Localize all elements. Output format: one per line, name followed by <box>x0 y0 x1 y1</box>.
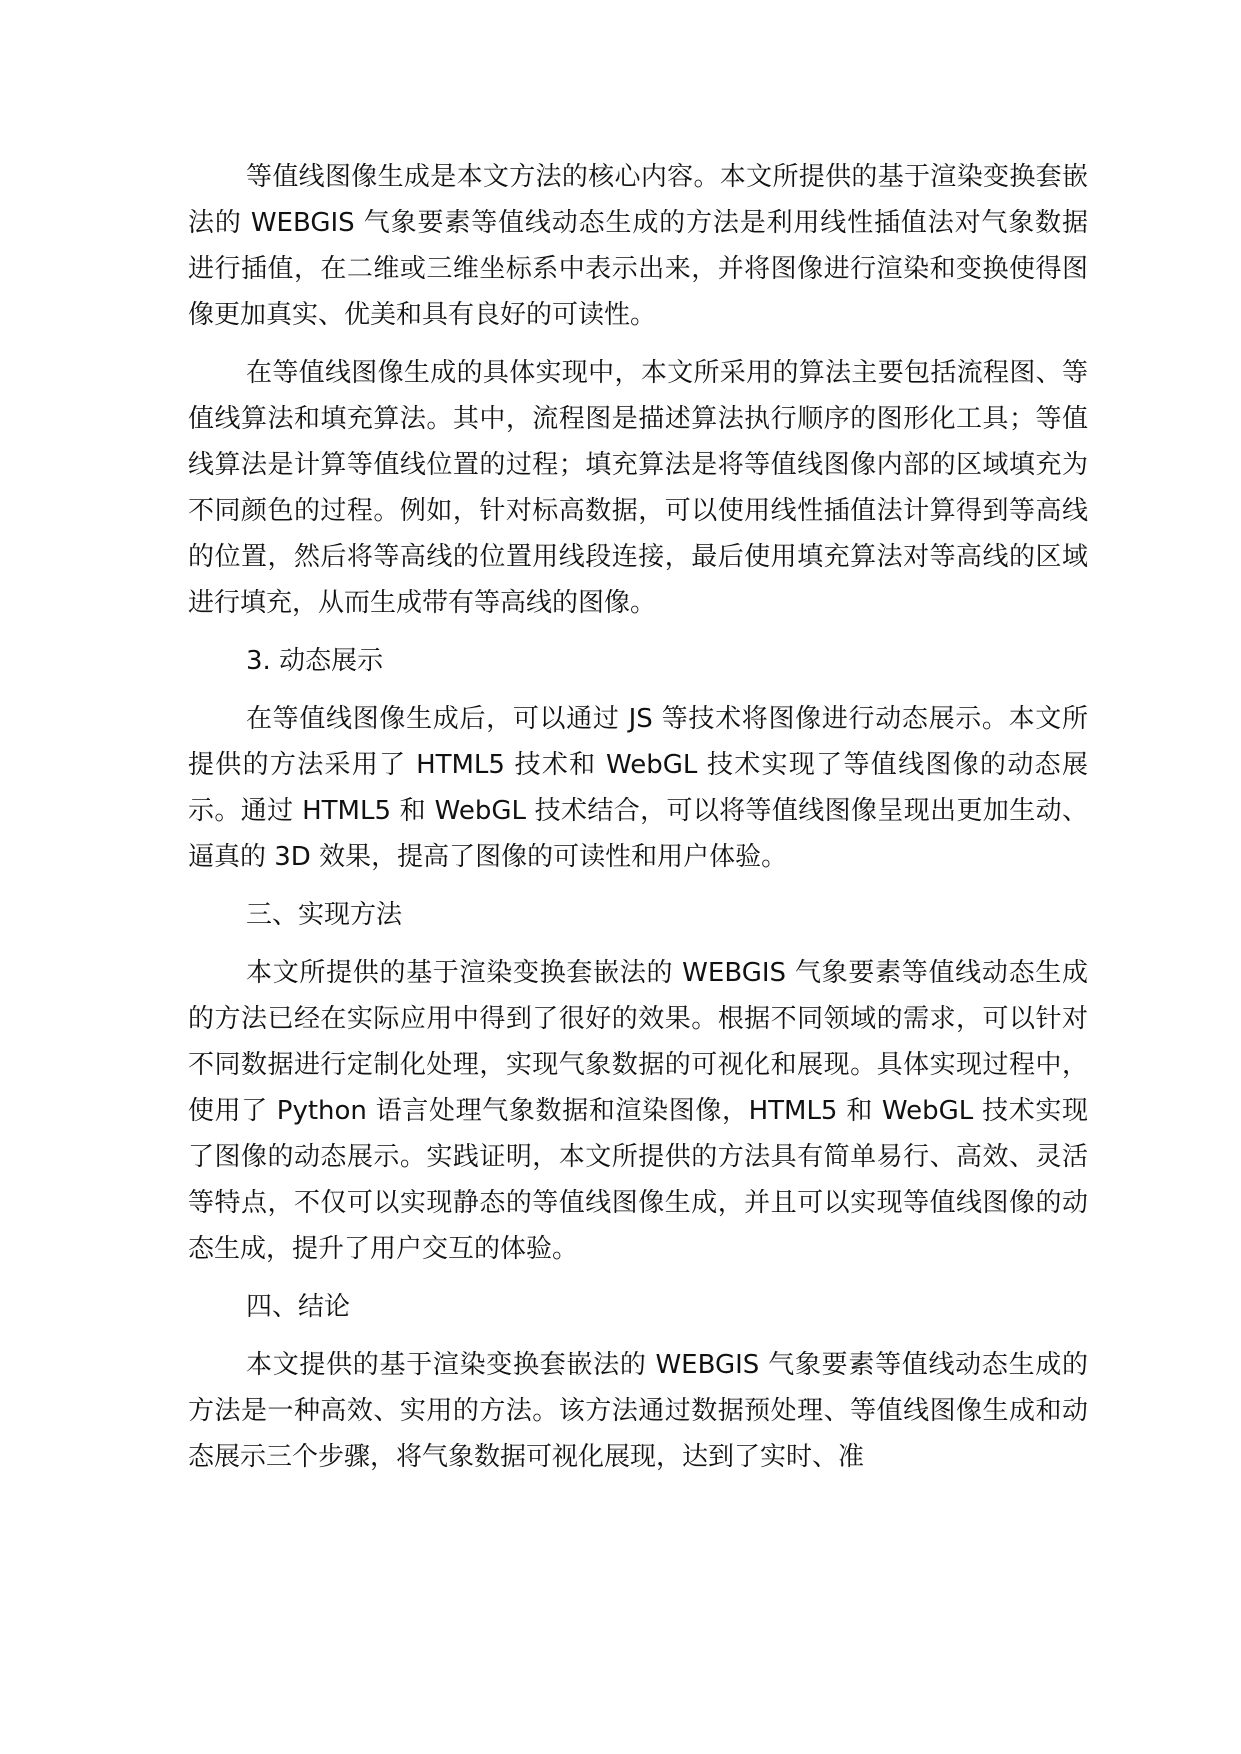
paragraph-implementation-method: 本文所提供的基于渲染变换套嵌法的 WEBGIS 气象要素等值线动态生成的方法已经在实际应用中得到了很好的效果。根据不同领域的需求，可以针对不同数据进行定制化处理，实现气象数据的可视化和展现。具体实现过程中，使用了 Python 语言处理气象数据和渲染图像，HTML5 和 WebGL 技术实现了图像的动态展示。实践证明，本文所提供的方法具有简单易行、高效、灵活等特点，不仅可以实现静态的等值线图像生成，并且可以实现等值线图像的动态生成，提升了用户交互的体验。 <box>188 958 1088 1264</box>
paragraph-conclusion: 本文提供的基于渲染变换套嵌法的 WEBGIS 气象要素等值线动态生成的方法是一种高效、实用的方法。该方法通过数据预处理、等值线图像生成和动态展示三个步骤，将气象数据可视化展现，达到了实时、准 <box>188 1350 1088 1472</box>
heading-implementation-method: 三、实现方法 <box>246 900 403 930</box>
heading-dynamic-display: 3. 动态展示 <box>246 646 384 676</box>
paragraph-contour-image-generation: 等值线图像生成是本文方法的核心内容。本文所提供的基于渲染变换套嵌法的 WEBGIS 气象要素等值线动态生成的方法是利用线性插值法对气象数据进行插值，在二维或三维坐标系中表示出来，并将图像进行渲染和变换使得图像更加真实、优美和具有良好的可读性。 <box>188 162 1088 330</box>
heading-conclusion: 四、结论 <box>246 1292 351 1322</box>
document-body <box>188 154 1088 1492</box>
paragraph-implementation-algorithms: 在等值线图像生成的具体实现中，本文所采用的算法主要包括流程图、等值线算法和填充算法。其中，流程图是描述算法执行顺序的图形化工具；等值线算法是计算等值线位置的过程；填充算法是将等值线图像内部的区域填充为不同颜色的过程。例如，针对标高数据，可以使用线性插值法计算得到等高线的位置，然后将等高线的位置用线段连接，最后使用填充算法对等高线的区域进行填充，从而生成带有等高线的图像。 <box>188 358 1088 618</box>
paragraph-dynamic-display: 在等值线图像生成后，可以通过 JS 等技术将图像进行动态展示。本文所提供的方法采用了 HTML5 技术和 WebGL 技术实现了等值线图像的动态展示。通过 HTML5 和 WebGL 技术结合，可以将等值线图像呈现出更加生动、逼真的 3D 效果，提高了图像的可读性和用户体验。 <box>188 704 1088 872</box>
